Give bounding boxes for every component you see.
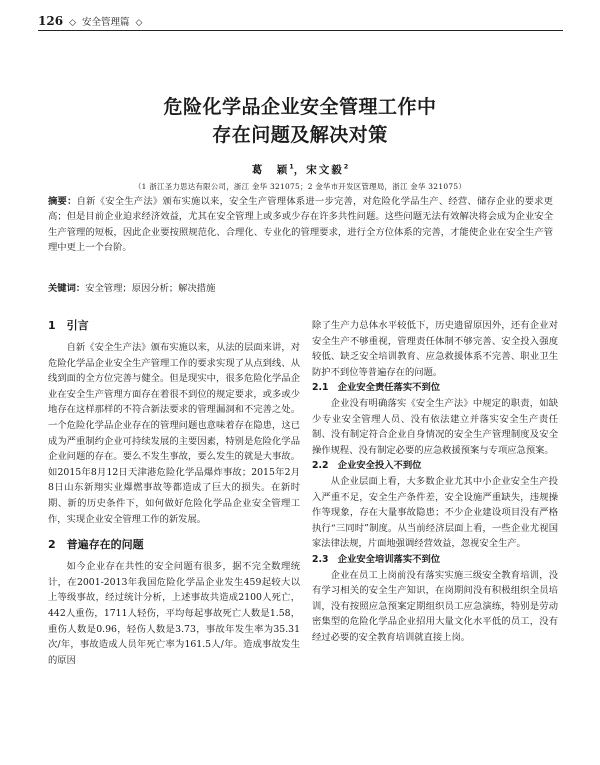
author-1-mark: 1 [289, 162, 294, 171]
running-head [38, 10, 558, 28]
authors [40, 162, 560, 177]
subsection-paragraph-2-2: 从企业层面上看，大多数企业尤其中小企业安全生产投入严重不足，安全生产条件差，安全设施严重缺失，违规操作等现象，存在大量事故隐患；不少企业建设项目没有严格执行“三同时”制度。从当前经济层面上看，一些企业尤视国家法律法规，片面地强调经营效益，忽视安全生产。 [312, 475, 558, 550]
keywords-text: 安全管理；原因分析；解决措施 [85, 283, 216, 294]
abstract [48, 194, 553, 256]
subsection-paragraph-2-3: 企业在员工上岗前没有落实实施三级安全教育培训，没有学习相关的安全生产知识，在岗期间没有积极组织全员培训，没有按照应急预案定期组织员工应急演练，特别是劳动密集型的危险化学品企业招用大量文化水平低的员工，没有经过必要的安全教育培训就直接上岗。 [312, 569, 558, 643]
right-column [312, 318, 558, 645]
separator-dot: ◇ [69, 18, 76, 28]
subsection-heading-2-1: 2.1 企业安全责任落实不到位 [312, 382, 441, 394]
section-heading-intro: 1 引言 [48, 319, 89, 332]
subsection-paragraph-2-1: 企业没有明确落实《安全生产法》中规定的职责，如缺少专业安全管理人员、没有依法建立并落实安全生产责任制、没有制定符合企业自身情况的安全生产管理制度及安全操作规程、没有制定必要的应急救援预案与专项应急预案。 [312, 397, 558, 456]
article-title-line-1: 危险化学品企业安全管理工作中 [163, 96, 437, 118]
author-2-mark: 2 [343, 162, 349, 171]
affiliation: （1 浙江圣力思达有限公司，浙江 金华 321075；2 金华市开发区管理局，浙江 金华 321075） [133, 182, 467, 191]
keywords-label: 关键词： [48, 283, 86, 294]
subsection-heading-2-2: 2.2 企业安全投入不到位 [312, 460, 422, 472]
author-2: 宋文毅 [306, 164, 344, 176]
subsection-heading-2-3: 2.3 企业安全培训落实不到位 [312, 553, 441, 565]
abstract-text: 自新《安全生产法》颁布实施以来，安全生产管理体系进一步完善，对危险化学品生产、经营、储存企业的要求更高；但是目前企业迫求经济效益，尤其在安全管理上或多或少存在许多共性问题。这些问题无法有效解决将会成为企业安全生产管理的短板，因此企业要按照规范化、合理化、专业化的管理要求，进行全方位体系的完善，才能使企业在安全生产管理中更上一个台阶。 [48, 196, 553, 254]
author-1: 葛 颖 [251, 164, 290, 176]
article-title-line-2: 存在问题及解决对策 [212, 124, 388, 146]
author-separator: ， [293, 164, 307, 176]
left-column [48, 318, 300, 668]
intro-paragraph: 自新《安全生产法》颁布实施以来，从法的层面来讲，对危险化学品企业安全生产管理工作的要求实现了从点到线、从线到面的全方位完善与健全。但是现实中，很多危险化学品企业在安全生产管理方面存在着很不到位的规定要求，或多或少地存在这样那样的不符合新法要求的管理漏洞和不完善之处。一个危险化学品企业存在的管理问题也意味着存在隐患，这已成为严重制约企业可持续发展的主要因素，特别是危险化学品企业问题的存在。要么不发生事故，要么发生的就是大事故。如2015年8月12日天津港危险化学品爆炸事故；2015年2月8日山东新翔实业爆燃事故等都造成了巨大的损失。在新时期、新的历史条件下，如何做好危险化学品企业安全管理工作，实现企业安全管理工作的新发展。 [48, 342, 300, 525]
abstract-label: 摘要： [48, 196, 77, 207]
problems-paragraph-continued: 除了生产力总体水平较低下，历史遗留原因外，还有企业对安全生产不够重视，管理责任体制不够完善、安全投入强度较低、缺乏安全培训教育、应急救援体系不完善、职业卫生防护不到位等普遍存在的问题。 [312, 320, 558, 378]
page-number: 126 [38, 14, 64, 28]
section-heading-problems: 2 普遍存在的问题 [48, 538, 144, 552]
journal-section: 安全管理篇 [81, 17, 130, 28]
header-rule [38, 30, 563, 31]
separator-dot-2: ◇ [135, 18, 143, 28]
keywords [48, 281, 553, 296]
problems-paragraph: 如今企业存在共性的安全问题有很多，据不完全数理统计，在2001-2013年我国危险化学品企业发生459起较大以上等级事故，经过统计分析，上述事故共造成2100人死亡，442人重伤，1711人轻伤，平均每起事故死亡人数是1.58，重伤人数是0.96，轻伤人数是3.73，事故年发生率为35.31次/年，事故造成人员年死亡率为161.5人/年。造成事故发生的原因 [48, 561, 300, 666]
